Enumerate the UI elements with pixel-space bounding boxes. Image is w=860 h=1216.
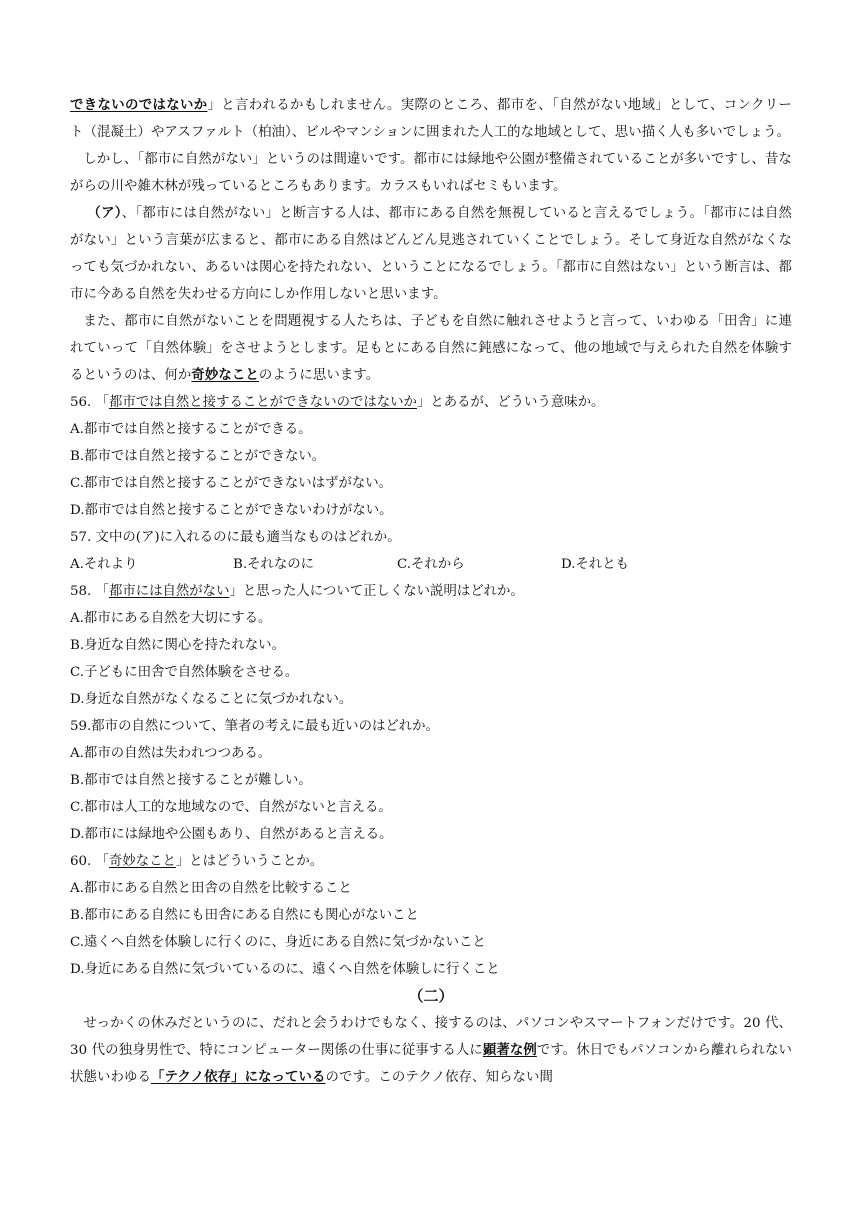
underlined-phrase: 「テクノ依存」になっている <box>150 1069 326 1085</box>
option: A.都市では自然と接することができる。 <box>70 422 312 437</box>
blank-marker: （ア） <box>87 205 122 221</box>
paragraph-2: しかし、「都市に自然がない」というのは間違いです。都市には緑地や公園が整備されていることが多いですし、昔ながらの川や雑木林が残っているところもあります。カラスもいればセミもいます。 <box>70 152 792 194</box>
question-60: 60. 「奇妙なこと」とはどういうことか。 <box>70 854 324 869</box>
paragraph-1: できないのではないか」と言われるかもしれません。実際のところ、都市を、「自然がない地域」として、コンクリート（混凝土）やアスファルト（柏油）、ビルやマンションに囲まれた人工的な地域として、思い描く人も多いでしょう。 <box>70 97 793 140</box>
document-page <box>70 92 792 1091</box>
option: C.都市では自然と接することができないはずがない。 <box>70 476 393 491</box>
option: B.都市にある自然にも田舎にある自然にも関心がないこと <box>70 908 419 923</box>
question-57: 57. 文中の(ア)に入れるのに最も適当なものはどれか。 <box>70 530 401 545</box>
paragraph-5: せっかくの休みだというのに、だれと会うわけでもなく、接するのは、パソコンやスマートフォンだけです。20 代、30 代の独身男性で、特にコンピューター関係の仕事に従事する人に顕著な例です。休日でもパソコンから離れられない状態いわゆる「テクノ依存」になっているのです。このテクノ依存、知らない間 <box>70 1016 792 1085</box>
option: D.身近にある自然に気づいているのに、遠くへ自然を体験しに行くこと <box>70 962 500 977</box>
option: D.それとも <box>561 557 630 572</box>
underlined-phrase: できないのではないか <box>70 97 208 113</box>
underlined-phrase: 奇妙なこと <box>191 367 259 383</box>
option: C.遠くへ自然を体験しに行くのに、身近にある自然に気づかないこと <box>70 935 486 950</box>
paragraph-3: （ア）、「都市には自然がない」と断言する人は、都市にある自然を無視していると言えるでしょう。「都市には自然がない」という言葉が広まると、都市にある自然はどんどん見逃されていくことでしょう。そして身近な自然がなくなっても気づかれない、あるいは関心を持たれない、ということになるでしょう。「都市に自然はない」という断言は、都市に今ある自然を失わせる方向にしか作用しないと思います。 <box>70 205 792 302</box>
option: A.都市にある自然と田舎の自然を比較すること <box>70 881 352 896</box>
options-row <box>70 551 792 578</box>
question-59: 59.都市の自然について、筆者の考えに最も近いのはどれか。 <box>70 719 439 734</box>
option: B.都市では自然と接することが難しい。 <box>70 773 312 788</box>
option: D.都市には緑地や公園もあり、自然があると言える。 <box>70 827 393 842</box>
option: A.都市にある自然を大切にする。 <box>70 611 272 626</box>
underlined-phrase: 顕著な例 <box>482 1042 537 1058</box>
option: D.身近な自然がなくなることに気づかれない。 <box>70 692 353 707</box>
option: C.子どもに田舎で自然体験をさせる。 <box>70 665 299 680</box>
option: A.それより <box>70 557 138 572</box>
question-58: 58. 「都市には自然がない」と思った人について正しくない説明はどれか。 <box>70 584 524 599</box>
option: A.都市の自然は失われつつある。 <box>70 746 272 761</box>
option: C.それから <box>397 557 465 572</box>
question-56: 56. 「都市では自然と接することができないのではないか」とあるが、どういう意味か。 <box>70 395 605 410</box>
paragraph-4: また、都市に自然がないことを問題視する人たちは、子どもを自然に触れさせようと言って、いわゆる「田舎」に連れていって「自然体験」をさせようとします。足もとにある自然に鈍感になって、他の地域で与えられた自然を体験するというのは、何か奇妙なことのように思います。 <box>70 314 792 383</box>
option: B.身近な自然に関心を持たれない。 <box>70 638 285 653</box>
option: D.都市では自然と接することができないわけがない。 <box>70 503 393 518</box>
option: B.それなのに <box>233 557 315 572</box>
section-heading: （二） <box>408 987 454 1005</box>
option: C.都市は人工的な地域なので、自然がないと言える。 <box>70 800 392 815</box>
option: B.都市では自然と接することができない。 <box>70 449 326 464</box>
